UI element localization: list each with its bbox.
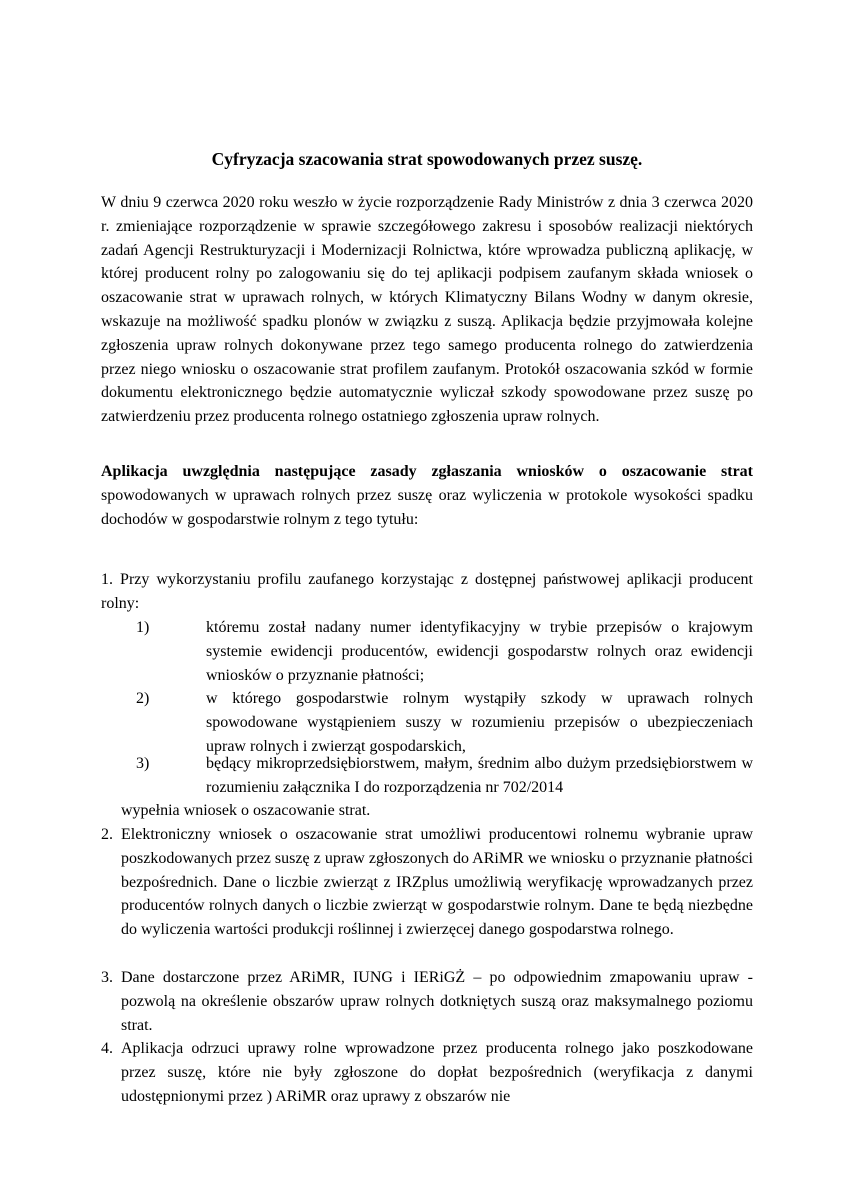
list-number: 2. (101, 826, 113, 843)
list-number: 4. (101, 1040, 113, 1057)
lead-paragraph (101, 460, 753, 531)
list-text: Elektroniczny wniosek o oszacowanie strat umożliwi producentowi rolnemu wybranie upraw poszkodowanych przez suszę z upraw zgłoszonych do ARiMR we wniosku o przyznanie płatności bezpośrednich. Dane o liczbie zwierząt z IRZplus umożliwią weryfikację wprowadzanych przez producentów rolnych danych o liczbie zwierząt w gospodarstwie rolnym. Dane te będą niezbędne do wyliczenia wartości produkcji roślinnej i zwierzęcej danego gospodarstwa rolnego. (121, 826, 753, 939)
sub-list-text: któremu został nadany numer identyfikacyjny w trybie przepisów o krajowym systemie ewidencji producentów, ewidencji gospodarstw rolnych oraz ewidencji wniosków o przyznanie płatności; (206, 619, 753, 684)
sub-list-text: będący mikroprzedsiębiorstwem, małym, średnim albo dużym przedsiębiorstwem w rozumieniu załącznika I do rozporządzenia nr 702/2014 (206, 755, 753, 796)
document-page (101, 0, 753, 1200)
lead-bold-text: Aplikacja uwzględnia następujące zasady zgłaszania wniosków o oszacowanie strat (101, 463, 753, 480)
list-item-1-conclusion: wypełnia wniosek o oszacowanie strat. (121, 802, 371, 819)
lead-rest-text: spowodowanych w uprawach rolnych przez suszę oraz wyliczenia w protokole wysokości spadku dochodów w gospodarstwie rolnym z tego tytułu: (101, 486, 753, 528)
sub-list-number: 1) (136, 619, 150, 636)
sub-list-text: w którego gospodarstwie rolnym wystąpiły szkody w uprawach rolnych spowodowane wystąpieniem suszy w rozumieniu przepisów o ubezpieczeniach upraw rolnych i zwierząt gospodarskich, (206, 690, 753, 755)
intro-paragraph: W dniu 9 czerwca 2020 roku weszło w życie rozporządzenie Rady Ministrów z dnia 3 czerwca 2020 r. zmieniające rozporządzenie w sprawie szczegółowego zakresu i sposobów realizacji niektórych zadań Agencji Restrukturyzacji i Modernizacji Rolnictwa, które wprowadza publiczną aplikację, w której producent rolny po zalogowaniu się do tej aplikacji podpisem zaufanym składa wniosek o oszacowanie strat w uprawach rolnych, w których Klimatyczny Bilans Wodny w danym okresie, wskazuje na możliwość spadku plonów w związku z suszą. Aplikacja będzie przyjmowała kolejne zgłoszenia upraw rolnych dokonywane przez tego samego producenta rolnego do zatwierdzenia przez niego wniosku o oszacowanie strat profilem zaufanym. Protokół oszacowania szkód w formie dokumentu elektronicznego będzie automatycznie wyliczał szkody spowodowane przez suszę po zatwierdzeniu przez producenta rolnego ostatniego zgłoszenia upraw rolnych. (101, 194, 753, 426)
document-title: Cyfryzacja szacowania strat spowodowanych przez suszę. (211, 149, 643, 169)
list-item-1: 1. Przy wykorzystaniu profilu zaufanego korzystając z dostępnej państwowej aplikacji producent rolny: (101, 571, 753, 612)
list-number: 3. (101, 969, 113, 986)
sub-list-number: 2) (136, 690, 150, 707)
list-text: Dane dostarczone przez ARiMR, IUNG i IERiGŻ – po odpowiednim zmapowaniu upraw - pozwolą na określenie obszarów upraw rolnych dotkniętych suszą oraz maksymalnego poziomu strat. (121, 969, 753, 1034)
sub-list-number: 3) (136, 755, 150, 772)
list-text: Aplikacja odrzuci uprawy rolne wprowadzone przez producenta rolnego jako poszkodowane przez suszę, które nie były zgłoszone do dopłat bezpośrednich (weryfikacja z danymi udostępnionymi przez ) ARiMR oraz uprawy z obszarów nie (121, 1040, 753, 1105)
